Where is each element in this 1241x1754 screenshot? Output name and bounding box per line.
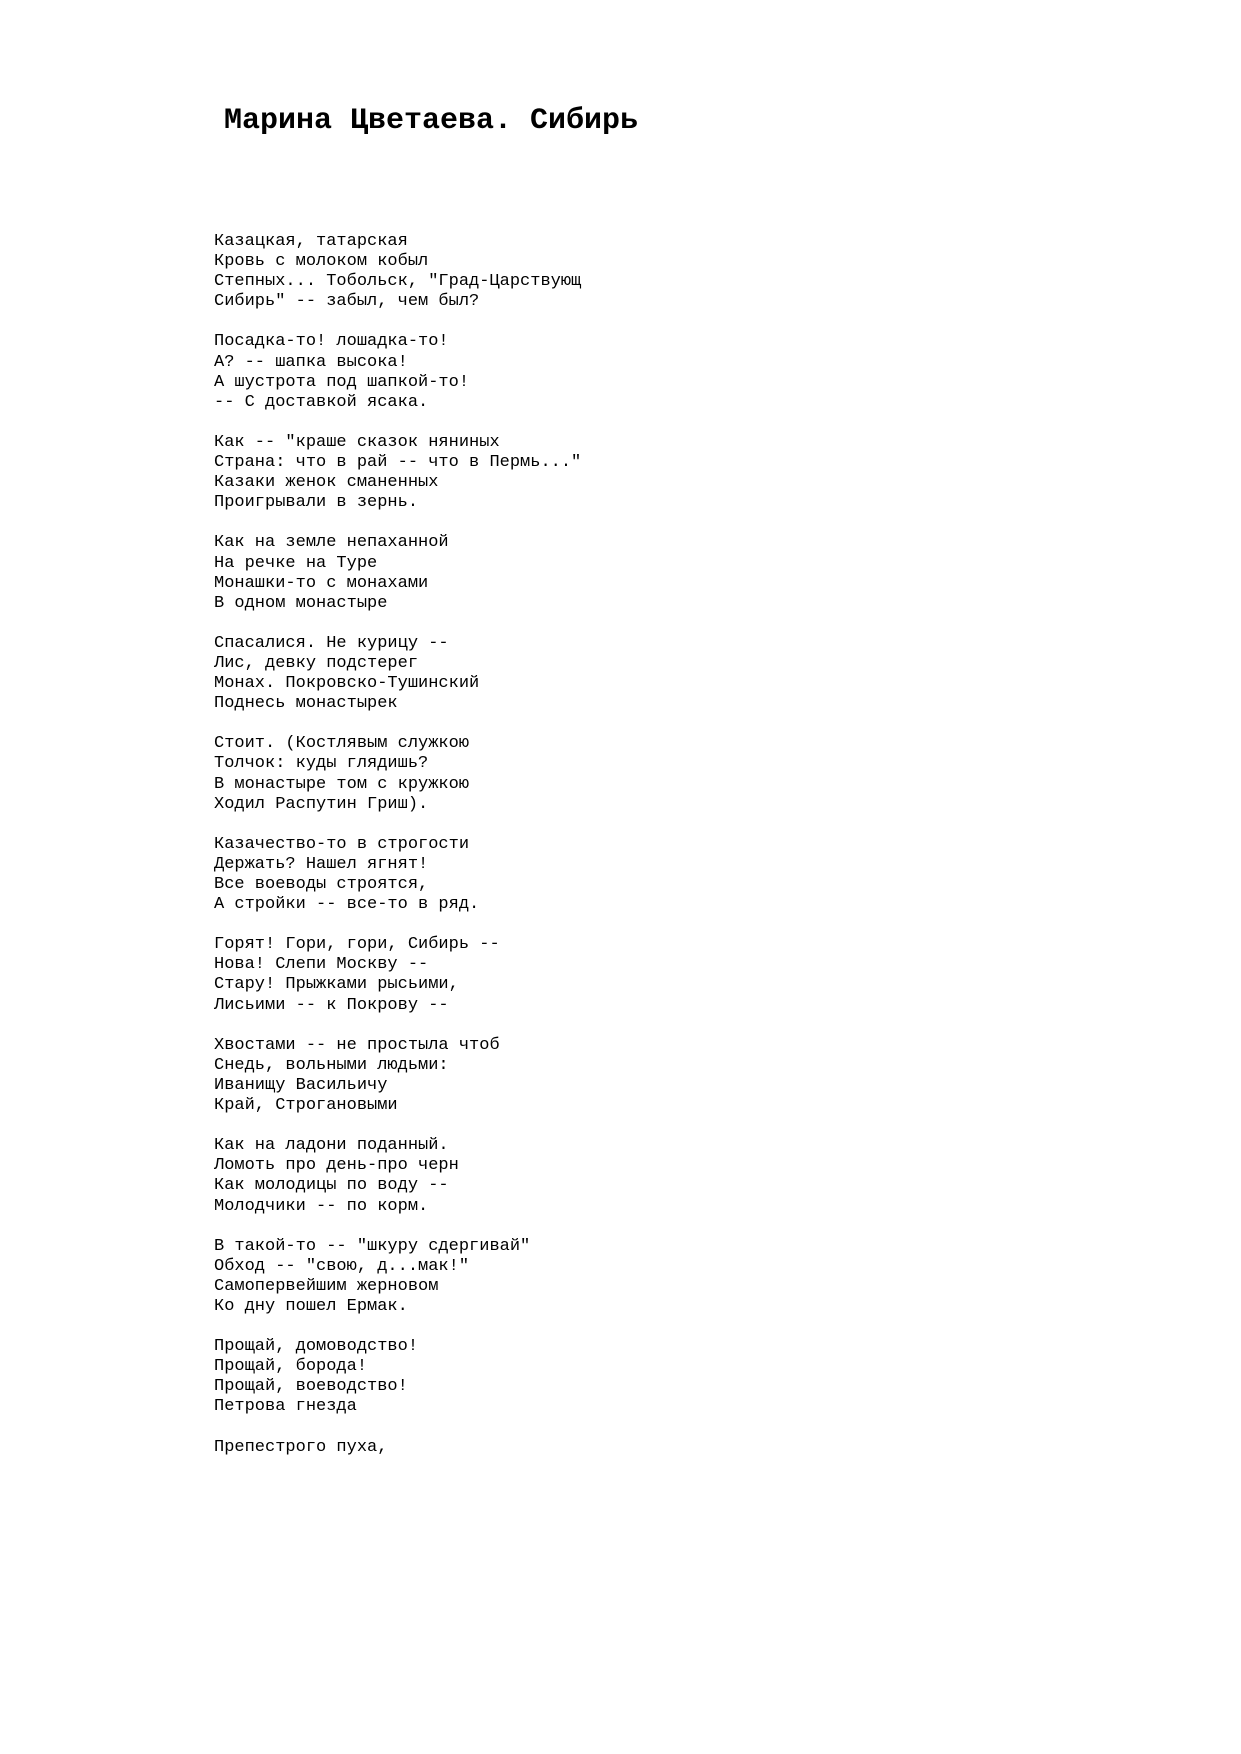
poem-line: Кровь с молоком кобыл (214, 252, 429, 272)
poem-line: Поднесь монастырек (214, 694, 398, 714)
poem-line: Казачество-то в строгости (214, 834, 470, 854)
poem-line: Держать? Нашел ягнят! (214, 854, 429, 874)
poem-stanza (214, 533, 1014, 613)
poem-stanza (214, 1036, 1014, 1116)
poem-stanza (214, 232, 1014, 312)
poem-line: Казацкая, татарская (214, 232, 408, 251)
poem-line: Прощай, борода! (214, 1357, 368, 1377)
poem-line: Лисьими -- к Покрову -- (214, 995, 449, 1015)
poem-line: В такой-то -- "шкуру сдергивай" (214, 1236, 531, 1256)
poem-line: Ходил Распутин Гриш). (214, 794, 429, 814)
poem-line: Степных... Тобольск, "Град-Царствующ (214, 272, 582, 292)
poem-line: Иванищу Васильичу (214, 1075, 388, 1095)
poem-line: Прощай, воеводство! (214, 1377, 408, 1397)
poem-line: Как на земле непаханной (214, 533, 449, 553)
poem-line: Монашки-то с монахами (214, 573, 429, 593)
poem-line: Горят! Гори, гори, Сибирь -- (214, 935, 500, 955)
poem-line: А стройки -- все-то в ряд. (214, 895, 480, 915)
poem-line: Проигрывали в зернь. (214, 493, 419, 513)
poem-stanza (214, 935, 1014, 1015)
poem-line: Страна: что в рай -- что в Пермь..." (214, 453, 582, 473)
poem-line: Посадка-то! лошадка-то! (214, 332, 449, 352)
poem-line: Петрова гнезда (214, 1397, 357, 1417)
poem-stanza (214, 634, 1014, 714)
poem-body (214, 232, 1014, 1478)
poem-line: В монастыре том с кружкою (214, 774, 470, 794)
poem-stanza (214, 1237, 1014, 1317)
poem-line: Как на ладони поданный. (214, 1136, 449, 1156)
poem-line: В одном монастыре (214, 593, 388, 613)
poem-stanza (214, 1337, 1014, 1417)
page-title: Марина Цветаева. Сибирь (224, 104, 639, 138)
poem-line: Стоит. (Костлявым служкою (214, 734, 470, 754)
poem-line: А шустрота под шапкой-то! (214, 372, 470, 392)
poem-line: Молодчики -- по корм. (214, 1196, 429, 1216)
poem-line: Обход -- "свою, д...мак!" (214, 1256, 470, 1276)
poem-line: Ко дну пошел Ермак. (214, 1296, 408, 1316)
poem-stanza (214, 1136, 1014, 1216)
poem-line: Лис, девку подстерег (214, 653, 419, 673)
poem-stanza (214, 1438, 1014, 1458)
poem-line: Ломоть про день-про черн (214, 1156, 459, 1176)
poem-line: Как -- "краше сказок няниных (214, 432, 500, 452)
poem-line: Стару! Прыжками рысьими, (214, 975, 459, 995)
poem-stanza (214, 835, 1014, 915)
poem-line: На речке на Туре (214, 553, 378, 573)
poem-line: Прощай, домоводство! (214, 1337, 419, 1357)
poem-line: А? -- шапка высока! (214, 352, 408, 372)
poem-line: Препестрого пуха, (214, 1437, 388, 1457)
poem-stanza (214, 734, 1014, 814)
poem-stanza (214, 332, 1014, 412)
poem-line: Край, Строгановыми (214, 1096, 398, 1116)
poem-line: Толчок: куды глядишь? (214, 754, 429, 774)
poem-line: Спасалися. Не курицу -- (214, 633, 449, 653)
poem-line: Нова! Слепи Москву -- (214, 955, 429, 975)
poem-line: Хвостами -- не простыла чтоб (214, 1035, 500, 1055)
poem-line: -- С доставкой ясака. (214, 392, 429, 412)
poem-line: Казаки женок сманенных (214, 473, 439, 493)
poem-line: Монах. Покровско-Тушинский (214, 674, 480, 694)
poem-line: Самопервейшим жерновом (214, 1276, 439, 1296)
poem-line: Как молодицы по воду -- (214, 1176, 449, 1196)
poem-line: Снедь, вольными людьми: (214, 1055, 449, 1075)
poem-stanza (214, 433, 1014, 513)
poem-line: Сибирь" -- забыл, чем был? (214, 292, 480, 312)
poem-line: Все воеводы строятся, (214, 875, 429, 894)
